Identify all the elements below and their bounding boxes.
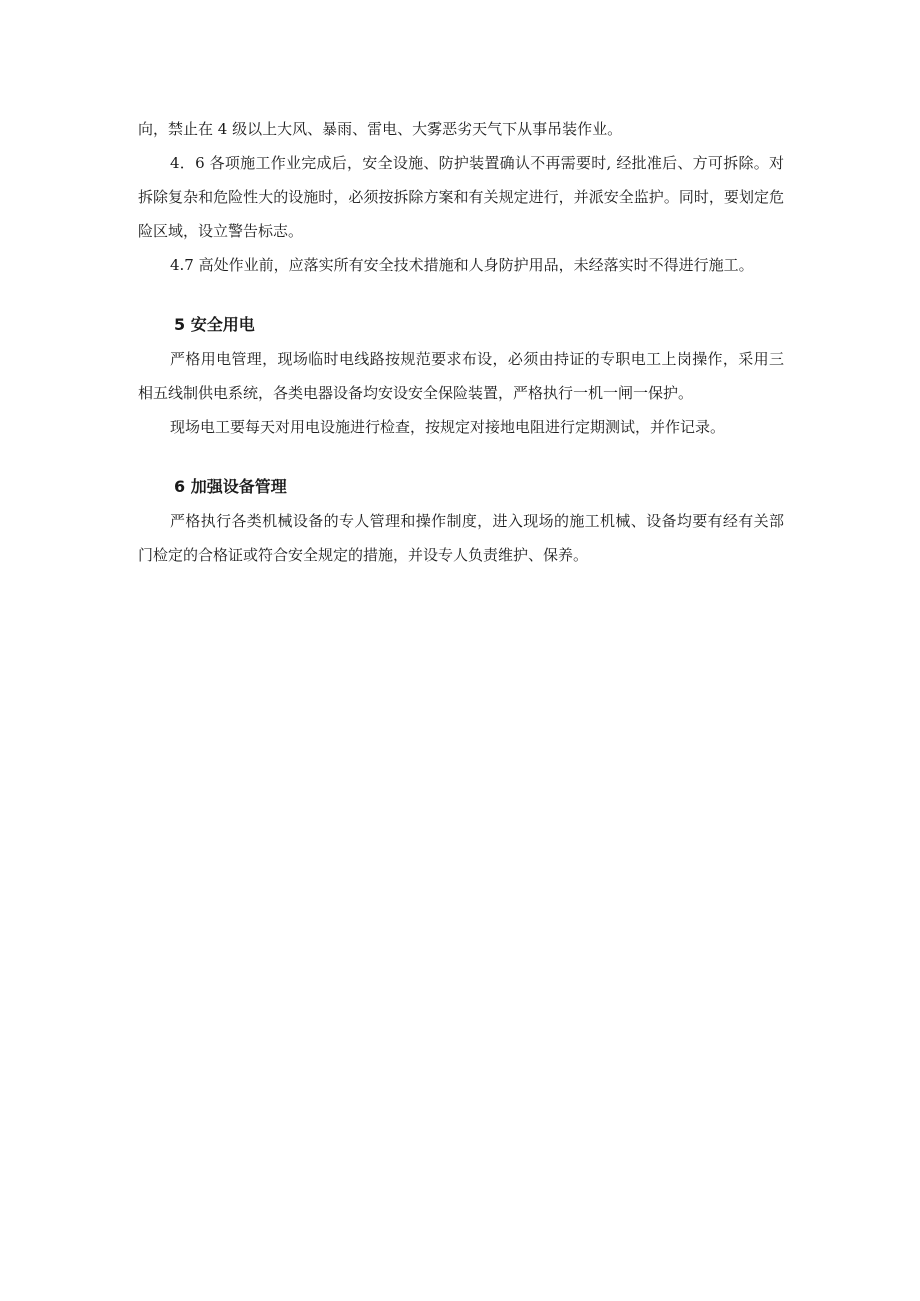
section-heading-equipment: 6 加强设备管理 xyxy=(174,477,287,496)
paragraph-electrician-inspection: 现场电工要每天对用电设施进行检查，按规定对接地电阻进行定期测试，并作记录。 xyxy=(170,418,726,436)
paragraph-lifting-weather: 向，禁止在 4 级以上大风、暴雨、雷电、大雾恶劣天气下从事吊装作业。 xyxy=(138,120,623,138)
section-heading-electricity: 5 安全用电 xyxy=(174,315,255,334)
paragraph-equipment-management: 严格执行各类机械设备的专人管理和操作制度，进入现场的施工机械、设备均要有经有关部门检定的合格证或符合安全规定的措施，并设专人负责维护、保养。 xyxy=(138,512,784,564)
paragraph-electricity-management: 严格用电管理，现场临时电线路按规范要求布设，必须由持证的专职电工上岗操作，采用三相五线制供电系统，各类电器设备均安设安全保险装置，严格执行一机一闸一保护。 xyxy=(138,350,784,402)
paragraph-4-6-removal: 4．6 各项施工作业完成后，安全设施、防护装置确认不再需要时, 经批准后、方可拆除。对拆除复杂和危险性大的设施时，必须按拆除方案和有关规定进行，并派安全监护。同时，要划定危险区域，设立警告标志。 xyxy=(138,154,784,240)
document-body xyxy=(138,112,784,572)
paragraph-4-7-height-work: 4.7 高处作业前，应落实所有安全技术措施和人身防护用品，未经落实时不得进行施工。 xyxy=(170,256,754,274)
